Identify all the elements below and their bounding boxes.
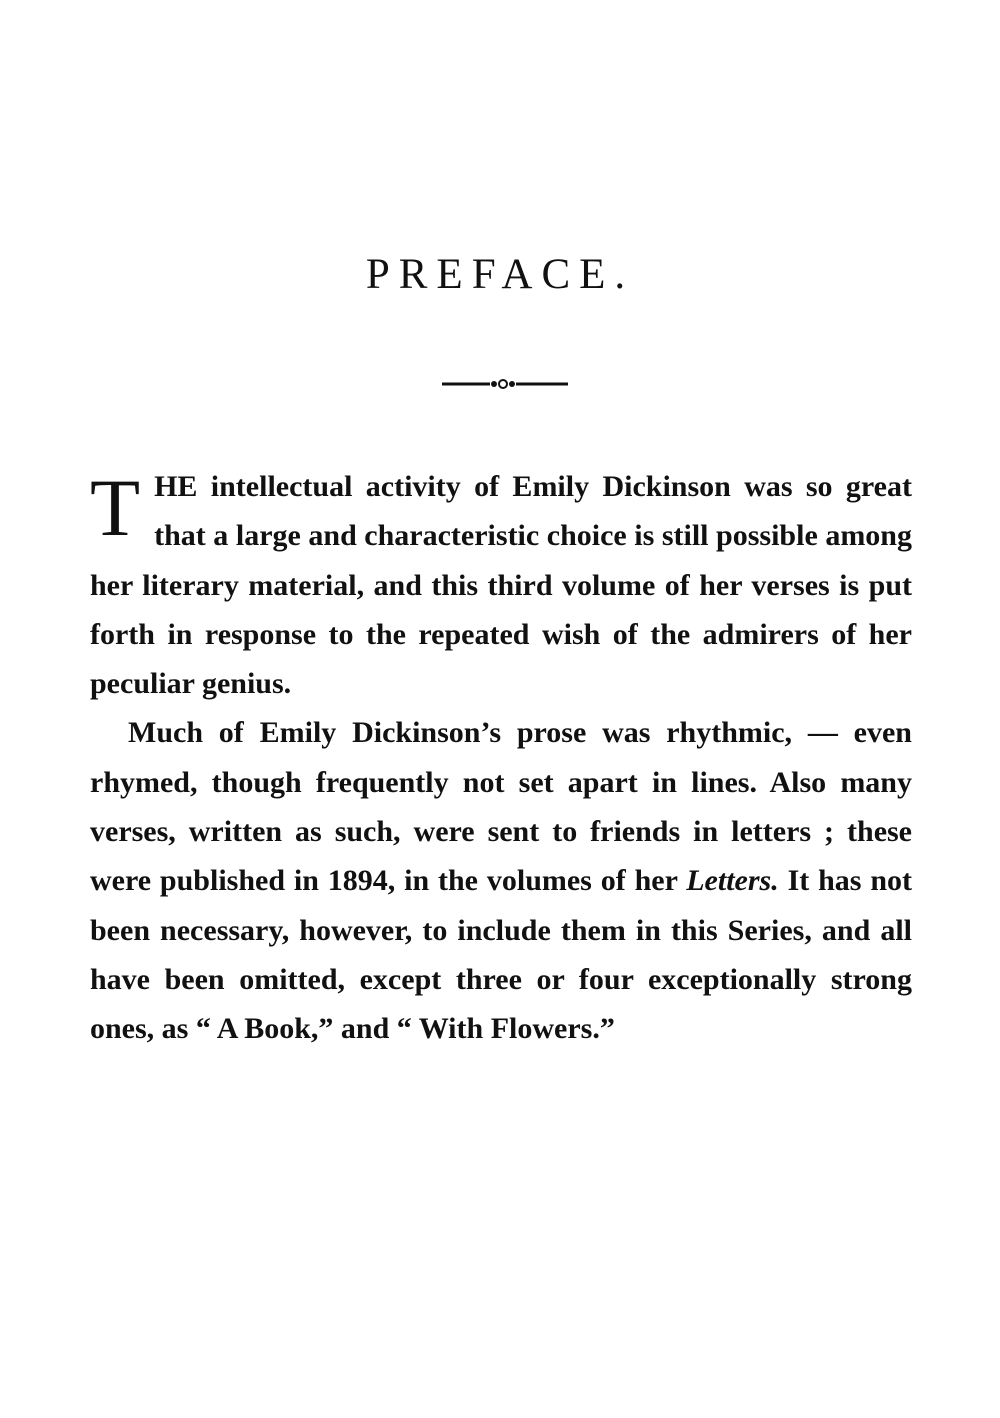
paragraph-1 <box>90 462 912 708</box>
decorative-rule-ornament-icon <box>440 374 570 394</box>
drop-cap: T <box>90 462 141 553</box>
preface-body <box>90 462 912 1054</box>
paragraph-2-text-start: Much of Emily Dickinson’s prose was rhythmic, — even rhymed, though frequently not set apart in lines. Also many verses, written as such, were sent to friends in letters ; these were published in 1894, in the volumes of her <box>90 716 912 898</box>
paragraph-2-text-end: It has not been necessary, however, to include them in this Series, and all have been omitted, except three or four exceptionally strong ones, as “ A Book,” and “ With Flowers.” <box>90 864 912 1046</box>
paragraph-1-text: HE intellectual activity of Emily Dickinson was so great that a large and characteristic choice is still possible among her literary material, and this third volume of her verses is put forth in response to the repeated wish of the admirers of her peculiar genius. <box>90 470 912 701</box>
paragraph-2 <box>90 708 912 1053</box>
letters-title: Letters. <box>686 864 779 898</box>
page-title: PREFACE. <box>365 251 635 298</box>
